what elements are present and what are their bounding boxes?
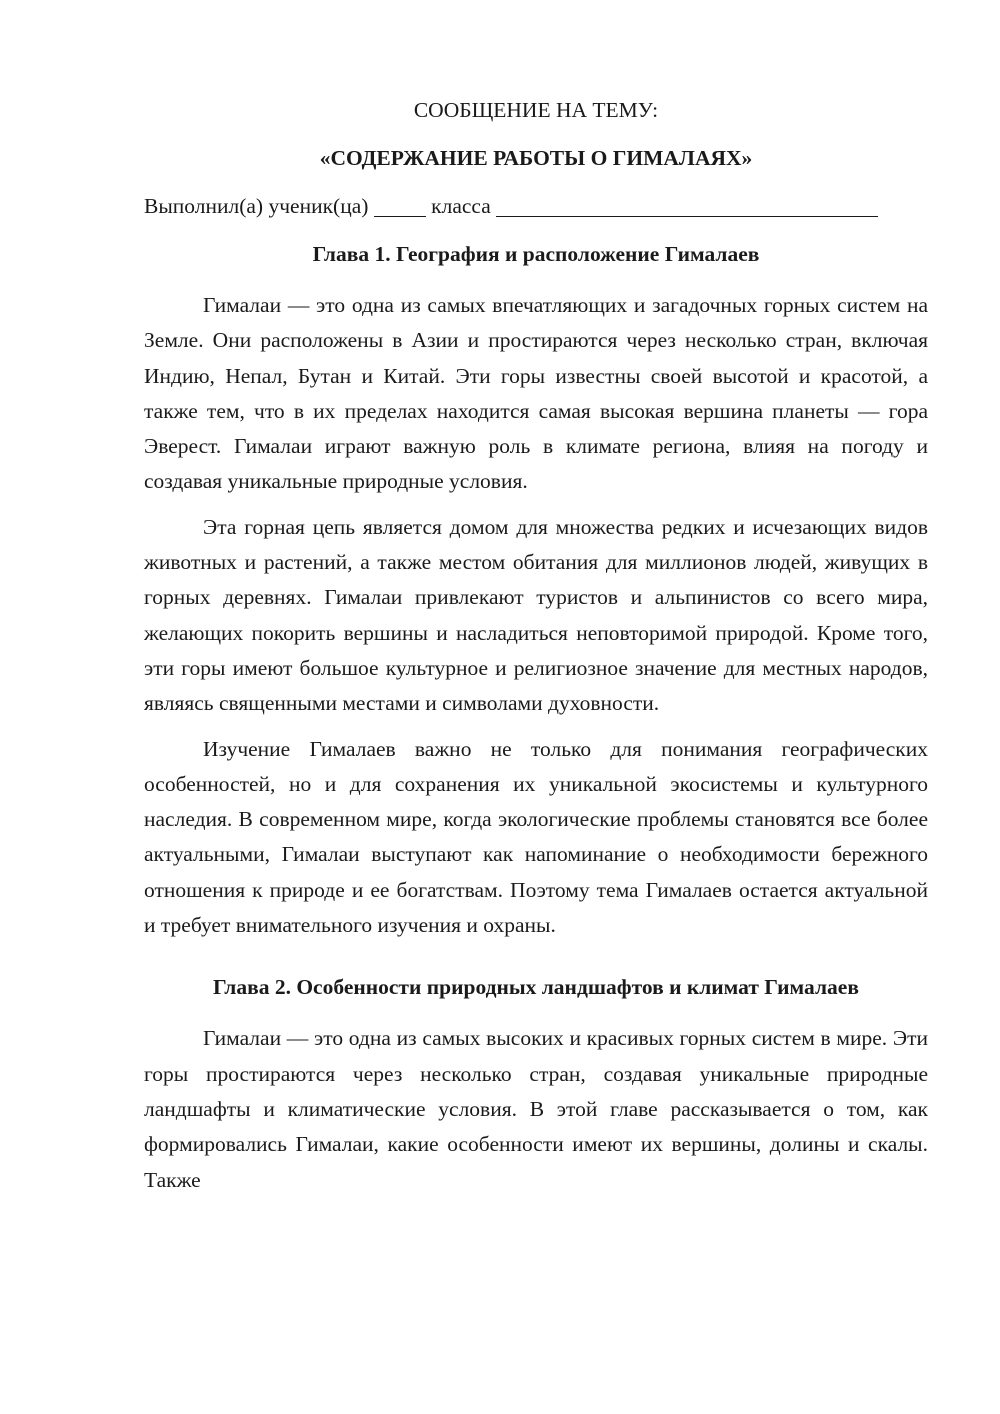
- student-name-blank: [496, 194, 878, 217]
- chapter-1-paragraph-3: Изучение Гималаев важно не только для понимания географических особенностей, но и для сохранения их уникальной экосистемы и культурного наследия. В современном мире, когда экологические проблемы становятся все более актуальными, Гималаи выступают как напоминание о необходимости бережного отношения к природе и ее богатствам. Поэтому тема Гималаев остается актуальной и требует внимательного изучения и охраны.: [144, 736, 928, 938]
- class-number-blank: [374, 194, 426, 217]
- author-prefix: Выполнил(а) ученик(ца): [144, 194, 369, 218]
- chapter-1-paragraph-2: Эта горная цепь является домом для множества редких и исчезающих видов животных и растений, а также местом обитания для миллионов людей, живущих в горных деревнях. Гималаи привлекают туристов и альпинистов со всего мира, желающих покорить вершины и насладиться неповторимой природой. Кроме того, эти горы имеют большое культурное и религиозное значение для местных народов, являясь священными местами и символами духовности.: [144, 514, 928, 716]
- chapter-2-paragraph-1: Гималаи — это одна из самых высоких и красивых горных систем в мире. Эти горы простираются через несколько стран, создавая уникальные природные ландшафты и климатические условия. В этой главе рассказывается о том, как формировались Гималаи, какие особенности имеют их вершины, долины и скалы. Также: [144, 1026, 928, 1192]
- document-page: [144, 92, 928, 1198]
- author-line: [144, 188, 928, 224]
- author-middle: класса: [431, 194, 491, 218]
- chapter-2-heading: Глава 2. Особенности природных ландшафтов и климат Гималаев: [213, 975, 859, 1000]
- chapter-1-heading: Глава 1. География и расположение Гималаев: [312, 242, 760, 266]
- document-title-line-1: СООБЩЕНИЕ НА ТЕМУ:: [413, 98, 659, 122]
- chapter-1-paragraph-1: Гималаи — это одна из самых впечатляющих и загадочных горных систем на Земле. Они расположены в Азии и простираются через несколько стран, включая Индию, Непал, Бутан и Китай. Эти горы известны своей высотой и красотой, а также тем, что в их пределах находится самая высокая вершина планеты — гора Эверест. Гималаи играют важную роль в климате региона, влияя на погоду и создавая уникальные природные условия.: [144, 293, 928, 494]
- document-title-line-2: «СОДЕРЖАНИЕ РАБОТЫ О ГИМАЛАЯХ»: [319, 146, 753, 170]
